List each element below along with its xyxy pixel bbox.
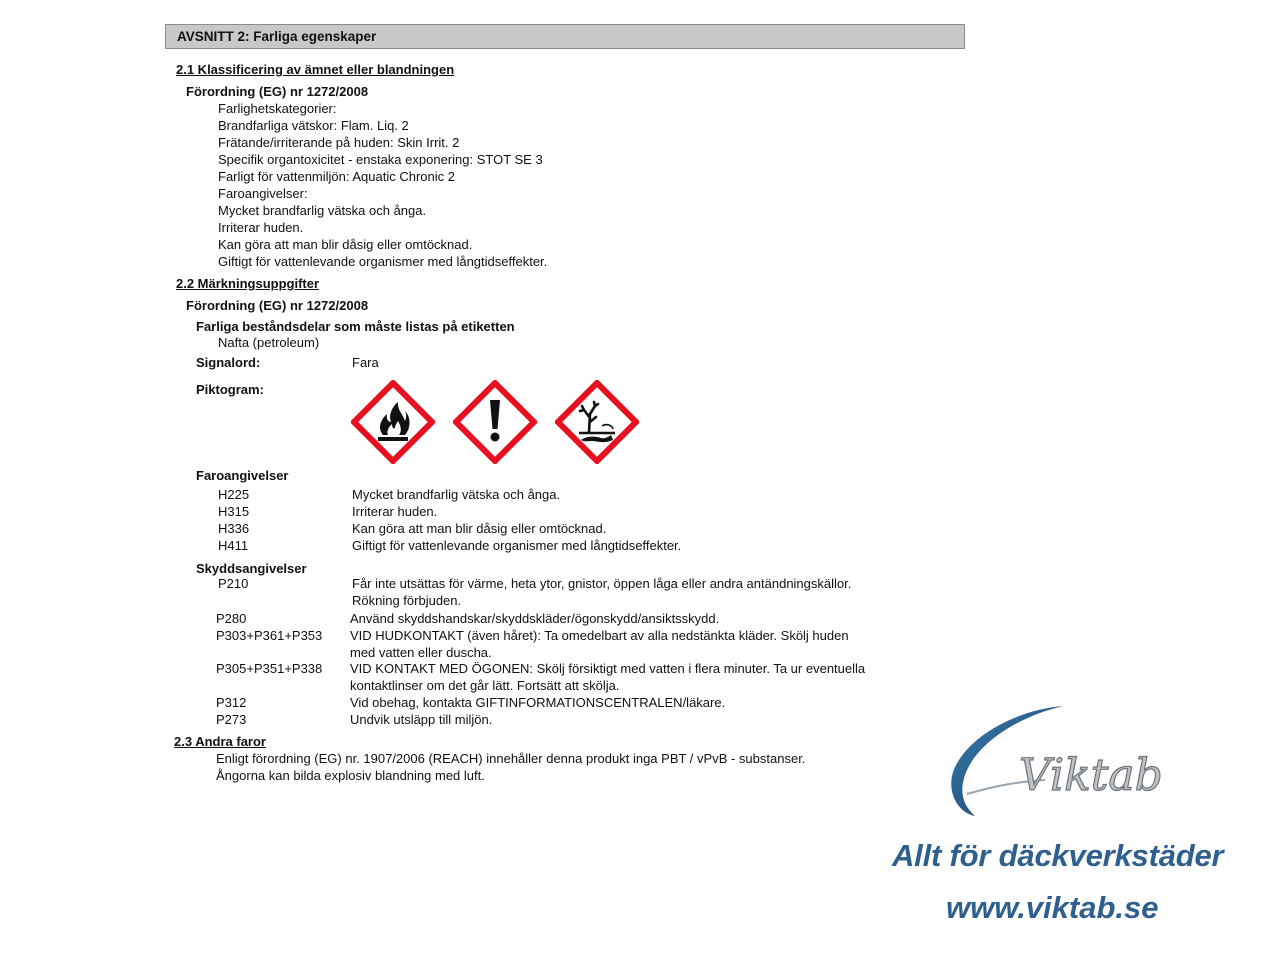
precaution-text: kontaktlinser om det går lätt. Fortsätt att skölja. [350,678,620,693]
s21-line: Giftigt för vattenlevande organismer med långtidseffekter. [218,254,548,269]
section-2-1-title: 2.1 Klassificering av ämnet eller blandningen [176,62,455,77]
environment-icon [555,380,639,464]
precaution-code: P280 [216,611,247,626]
website-link[interactable]: www.viktab.se [946,890,1159,925]
hazard-text: Irriterar huden. [352,504,438,519]
hazard-text: Mycket brandfarlig vätska och ånga. [352,487,561,502]
hazard-code: H411 [218,538,249,553]
s21-line: Faroangivelser: [218,186,308,201]
s21-line: Farligt för vattenmiljön: Aquatic Chronic 2 [218,169,455,184]
precaution-text: med vatten eller duscha. [350,645,492,660]
precaution-text: VID HUDKONTAKT (även håret): Ta omedelbart av alla nedstänkta kläder. Skölj huden [350,628,849,643]
s21-line: Farlighetskategorier: [218,101,337,116]
section-2-2-title: 2.2 Märkningsuppgifter [176,276,320,291]
logo-text: Viktab [1019,750,1163,801]
hazard-code: H336 [218,521,250,536]
precaution-code: P312 [216,695,247,710]
tagline: Allt för däckverkstäder [892,838,1224,873]
section-2-3-title: 2.3 Andra faror [174,734,266,749]
s21-line: Brandfarliga vätskor: Flam. Liq. 2 [218,118,409,133]
hazard-text: Giftigt för vattenlevande organismer med långtidseffekter. [352,538,682,553]
precaution-code: P273 [216,712,247,727]
signal-word-label: Signalord: [196,355,261,370]
precaution-text: Får inte utsättas för värme, heta ytor, gnistor, öppen låga eller andra antändningskällor. [352,576,852,591]
hazard-code: H315 [218,504,250,519]
flame-icon [351,380,435,464]
precaution-text: VID KONTAKT MED ÖGONEN: Skölj försiktigt med vatten i flera minuter. Ta ur eventuella [350,661,866,676]
components-label: Farliga beståndsdelar som måste listas på etiketten [196,319,515,334]
precaution-text: Använd skyddshandskar/skyddskläder/ögonskydd/ansiktsskydd. [350,611,720,626]
precautionary-statements-label: Skyddsangivelser [196,561,307,576]
precaution-code: P210 [218,576,249,591]
signal-word-value: Fara [352,355,379,370]
s23-line: Enligt förordning (EG) nr. 1907/2006 (REACH) innehåller denna produkt inga PBT / vPvB - substanser. [216,751,806,766]
hazard-text: Kan göra att man blir dåsig eller omtöcknad. [352,521,607,536]
precaution-text: Undvik utsläpp till miljön. [350,712,493,727]
section-header-title: AVSNITT 2: Farliga egenskaper [177,29,377,44]
precaution-code: P305+P351+P338 [216,661,323,676]
s22-regulation: Förordning (EG) nr 1272/2008 [186,298,369,313]
hazard-statements-label: Faroangivelser [196,468,289,483]
precaution-code: P303+P361+P353 [216,628,323,643]
s21-line: Irriterar huden. [218,220,304,235]
s21-regulation: Förordning (EG) nr 1272/2008 [186,84,369,99]
precaution-text: Rökning förbjuden. [352,593,462,608]
s21-line: Specifik organtoxicitet - enstaka exponering: STOT SE 3 [218,152,543,167]
section-header [165,24,965,49]
s21-line: Kan göra att man blir dåsig eller omtöcknad. [218,237,473,252]
viktab-logo [945,700,1165,820]
s21-line: Frätande/irriterande på huden: Skin Irrit. 2 [218,135,460,150]
s21-line: Mycket brandfarlig vätska och ånga. [218,203,427,218]
precaution-text: Vid obehag, kontakta GIFTINFORMATIONSCENTRALEN/läkare. [350,695,726,710]
hazard-code: H225 [218,487,250,502]
pictogram-label: Piktogram: [196,382,264,397]
s23-line: Ångorna kan bilda explosiv blandning med luft. [216,768,485,783]
exclamation-icon [453,380,537,464]
component-name: Nafta (petroleum) [218,335,320,350]
